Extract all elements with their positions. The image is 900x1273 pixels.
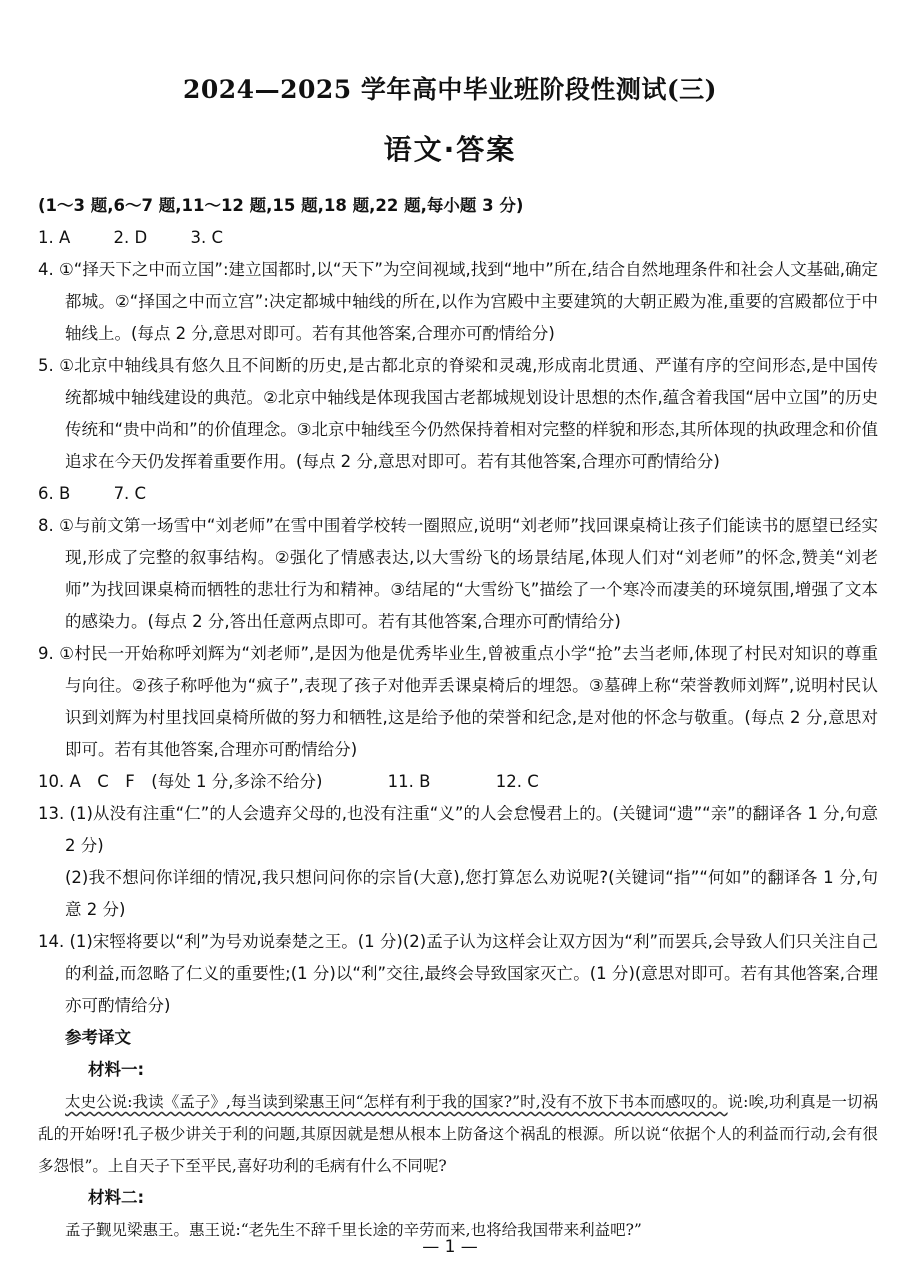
material-2-label: 材料二:	[88, 1188, 145, 1207]
answer-11: 11. B	[387, 772, 431, 791]
material-1-label: 材料一:	[88, 1060, 145, 1079]
answers-1-3	[38, 222, 878, 254]
answer-1: 1. A	[38, 228, 71, 247]
scoring-note: (1～3 题,6～7 题,11～12 题,15 题,18 题,22 题,每小题 3 分)	[38, 196, 524, 215]
answers-6-7	[38, 478, 878, 510]
answer-12: 12. C	[495, 772, 539, 791]
page-title: 2024—2025 学年高中毕业班阶段性测试(三)	[182, 75, 718, 104]
material-1-underlined: 太史公说:我读《孟子》,每当读到梁惠王问“怎样有利于我的国家?”时,没有不放下书本而感叹的。	[65, 1093, 728, 1111]
material-1-text	[38, 1086, 878, 1182]
answer-10: 10. A C F (每处 1 分,多涂不给分)	[38, 772, 323, 791]
answer-13-part2: (2)我不想问你详细的情况,我只想问问你的宗旨(大意),您打算怎么劝说呢?(关键词“指”“何如”的翻译各 1 分,句意 2 分)	[65, 868, 878, 919]
translation-heading: 参考译文	[65, 1028, 131, 1047]
answer-2: 2. D	[113, 228, 148, 247]
answer-9: 9. ①村民一开始称呼刘辉为“刘老师”,是因为他是优秀毕业生,曾被重点小学“抢”去当老师,体现了村民对知识的尊重与向往。②孩子称呼他为“疯子”,表现了孩子对他弄丢课桌椅后的埋怨。③墓碑上称“荣誉教师刘辉”,说明村民认识到刘辉为村里找回桌椅所做的努力和牺牲,这是给予他的荣誉和纪念,是对他的怀念与敬重。(每点 2 分,意思对即可。若有其他答案,合理亦可酌情给分)	[38, 644, 878, 759]
material-1-rest: 说:唉,功利真是一切祸乱的开始呀!孔子极少讲关于利的问题,其原因就是想从根本上防备这个祸乱的根源。所以说“依据个人的利益而行动,会有很多怨恨”。上自天子下至平民,喜好功利的毛病有什么不同呢?	[38, 1093, 878, 1175]
answer-7: 7. C	[113, 484, 147, 503]
answer-3: 3. C	[190, 228, 223, 247]
answer-4: 4. ①“择天下之中而立国”:建立国都时,以“天下”为空间视域,找到“地中”所在,结合自然地理条件和社会人文基础,确定都城。②“择国之中而立宫”:决定都城中轴线的所在,以作为宫殿中主要建筑的大朝正殿为准,重要的宫殿都位于中轴线上。(每点 2 分,意思对即可。若有其他答案,合理亦可酌情给分)	[38, 260, 878, 343]
answer-14: 14. (1)宋牼将要以“利”为号劝说秦楚之王。(1 分)(2)孟子认为这样会让双方因为“利”而罢兵,会导致人们只关注自己的利益,而忽略了仁义的重要性;(1 分)以“利”交往,最终会导致国家灭亡。(1 分)(意思对即可。若有其他答案,合理亦可酌情给分)	[38, 932, 878, 1015]
answers-10-12	[38, 766, 878, 798]
answer-body	[38, 190, 878, 1246]
page-subtitle: 语文·答案	[383, 133, 517, 166]
material-2-text: 孟子觐见梁惠王。惠王说:“老先生不辞千里长途的辛劳而来,也将给我国带来利益吧?”	[65, 1221, 642, 1239]
answer-13-part1: 13. (1)从没有注重“仁”的人会遗弃父母的,也没有注重“义”的人会怠慢君上的。(关键词“遗”“亲”的翻译各 1 分,句意 2 分)	[38, 804, 878, 855]
answer-8: 8. ①与前文第一场雪中“刘老师”在雪中围着学校转一圈照应,说明“刘老师”找回课桌椅让孩子们能读书的愿望已经实现,形成了完整的叙事结构。②强化了情感表达,以大雪纷飞的场景结尾,体现人们对“刘老师”的怀念,赞美“刘老师”为找回课桌椅而牺牲的悲壮行为和精神。③结尾的“大雪纷飞”描绘了一个寒冷而凄美的环境氛围,增强了文本的感染力。(每点 2 分,答出任意两点即可。若有其他答案,合理亦可酌情给分)	[38, 516, 878, 631]
page-number: — 1 —	[422, 1237, 478, 1257]
answer-5: 5. ①北京中轴线具有悠久且不间断的历史,是古都北京的脊梁和灵魂,形成南北贯通、严谨有序的空间形态,是中国传统都城中轴线建设的典范。②北京中轴线是体现我国古老都城规划设计思想的杰作,蕴含着我国“居中立国”的历史传统和“贵中尚和”的价值理念。③北京中轴线至今仍然保持着相对完整的样貌和形态,其所体现的执政理念和价值追求在今天仍发挥着重要作用。(每点 2 分,意思对即可。若有其他答案,合理亦可酌情给分)	[38, 356, 878, 471]
answer-6: 6. B	[38, 484, 71, 503]
